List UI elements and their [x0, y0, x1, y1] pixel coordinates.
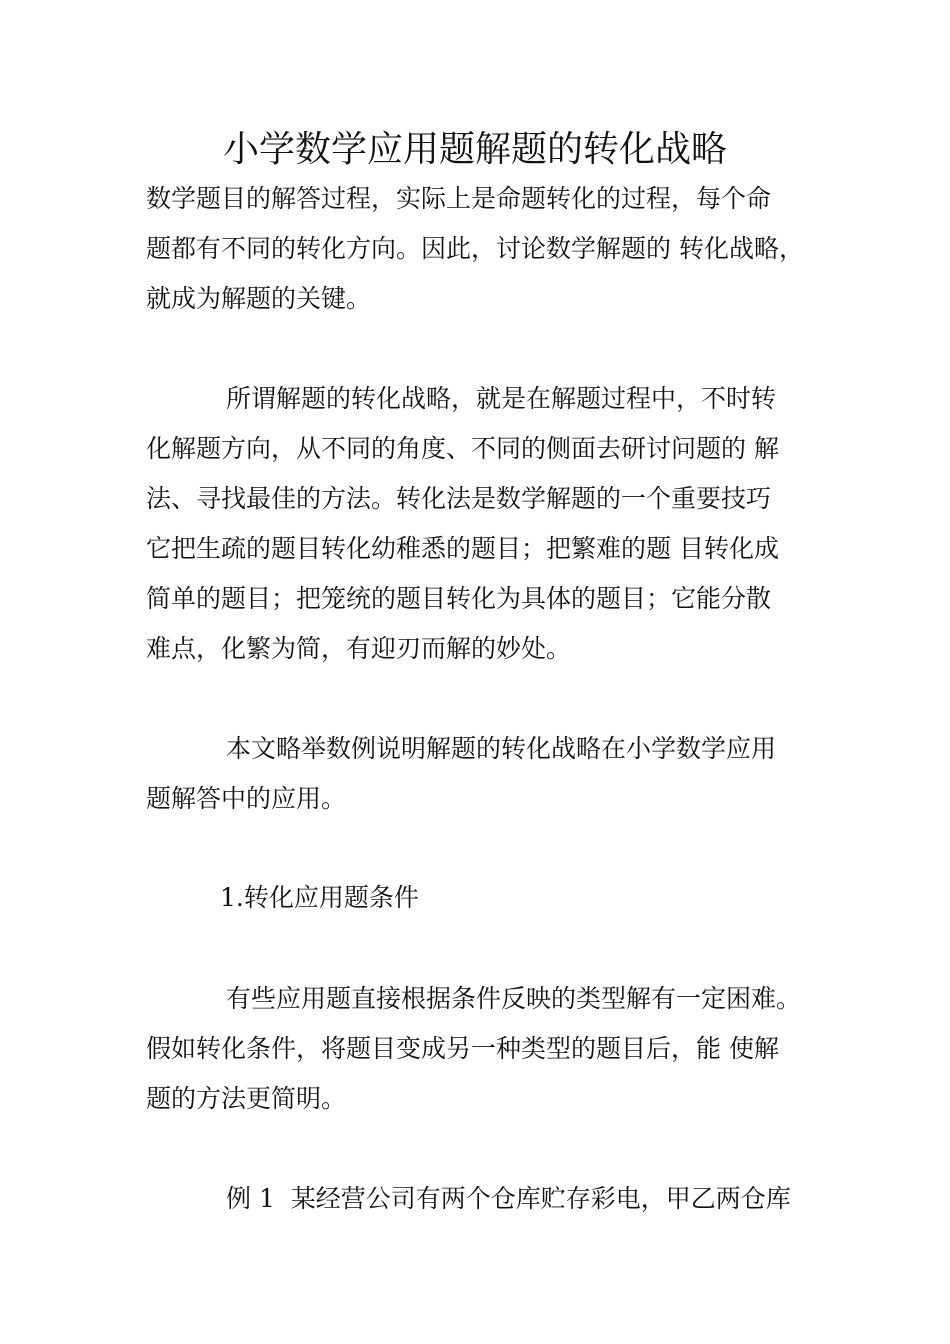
paragraph-line: 假如转化条件，将题目变成另一种类型的题目后，能 使解 [146, 1034, 779, 1063]
paragraph-line: 题的方法更简明。 [146, 1084, 347, 1113]
document-title: 小学数学应用题解题的转化战略 [222, 129, 727, 170]
paragraph-line: 简单的题目；把笼统的题目转化为具体的题目；它能分散 [146, 584, 772, 613]
paragraph-line: 法、寻找最佳的方法。转化法是数学解题的一个重要技巧 [146, 484, 772, 513]
paragraph-line: 就成为解题的关键。 [146, 284, 372, 313]
paragraph-line: 本文略举数例说明解题的转化战略在小学数学应用 [226, 734, 777, 763]
paragraph-line: 它把生疏的题目转化幼稚悉的题目；把繁难的题 目转化成 [146, 534, 779, 563]
paragraph-line: 题都有不同的转化方向。因此，讨论数学解题的 转化战略， [146, 234, 804, 263]
paragraph-line: 化解题方向，从不同的角度、不同的侧面去研讨问题的 解 [146, 434, 779, 463]
paragraph-line: 数学题目的解答过程，实际上是命题转化的过程，每个命 [146, 184, 772, 213]
paragraph-line: 例 1 某经营公司有两个仓库贮存彩电，甲乙两仓库 [226, 1184, 791, 1213]
paragraph-line: 有些应用题直接根据条件反映的类型解有一定困难。 [226, 984, 802, 1013]
paragraph-line: 难点，化繁为简，有迎刃而解的妙处。 [146, 634, 572, 663]
paragraph-line: 所谓解题的转化战略，就是在解题过程中，不时转 [226, 384, 777, 413]
paragraph-line: 题解答中的应用。 [146, 784, 347, 813]
section-heading: 1.转化应用题条件 [220, 883, 419, 912]
